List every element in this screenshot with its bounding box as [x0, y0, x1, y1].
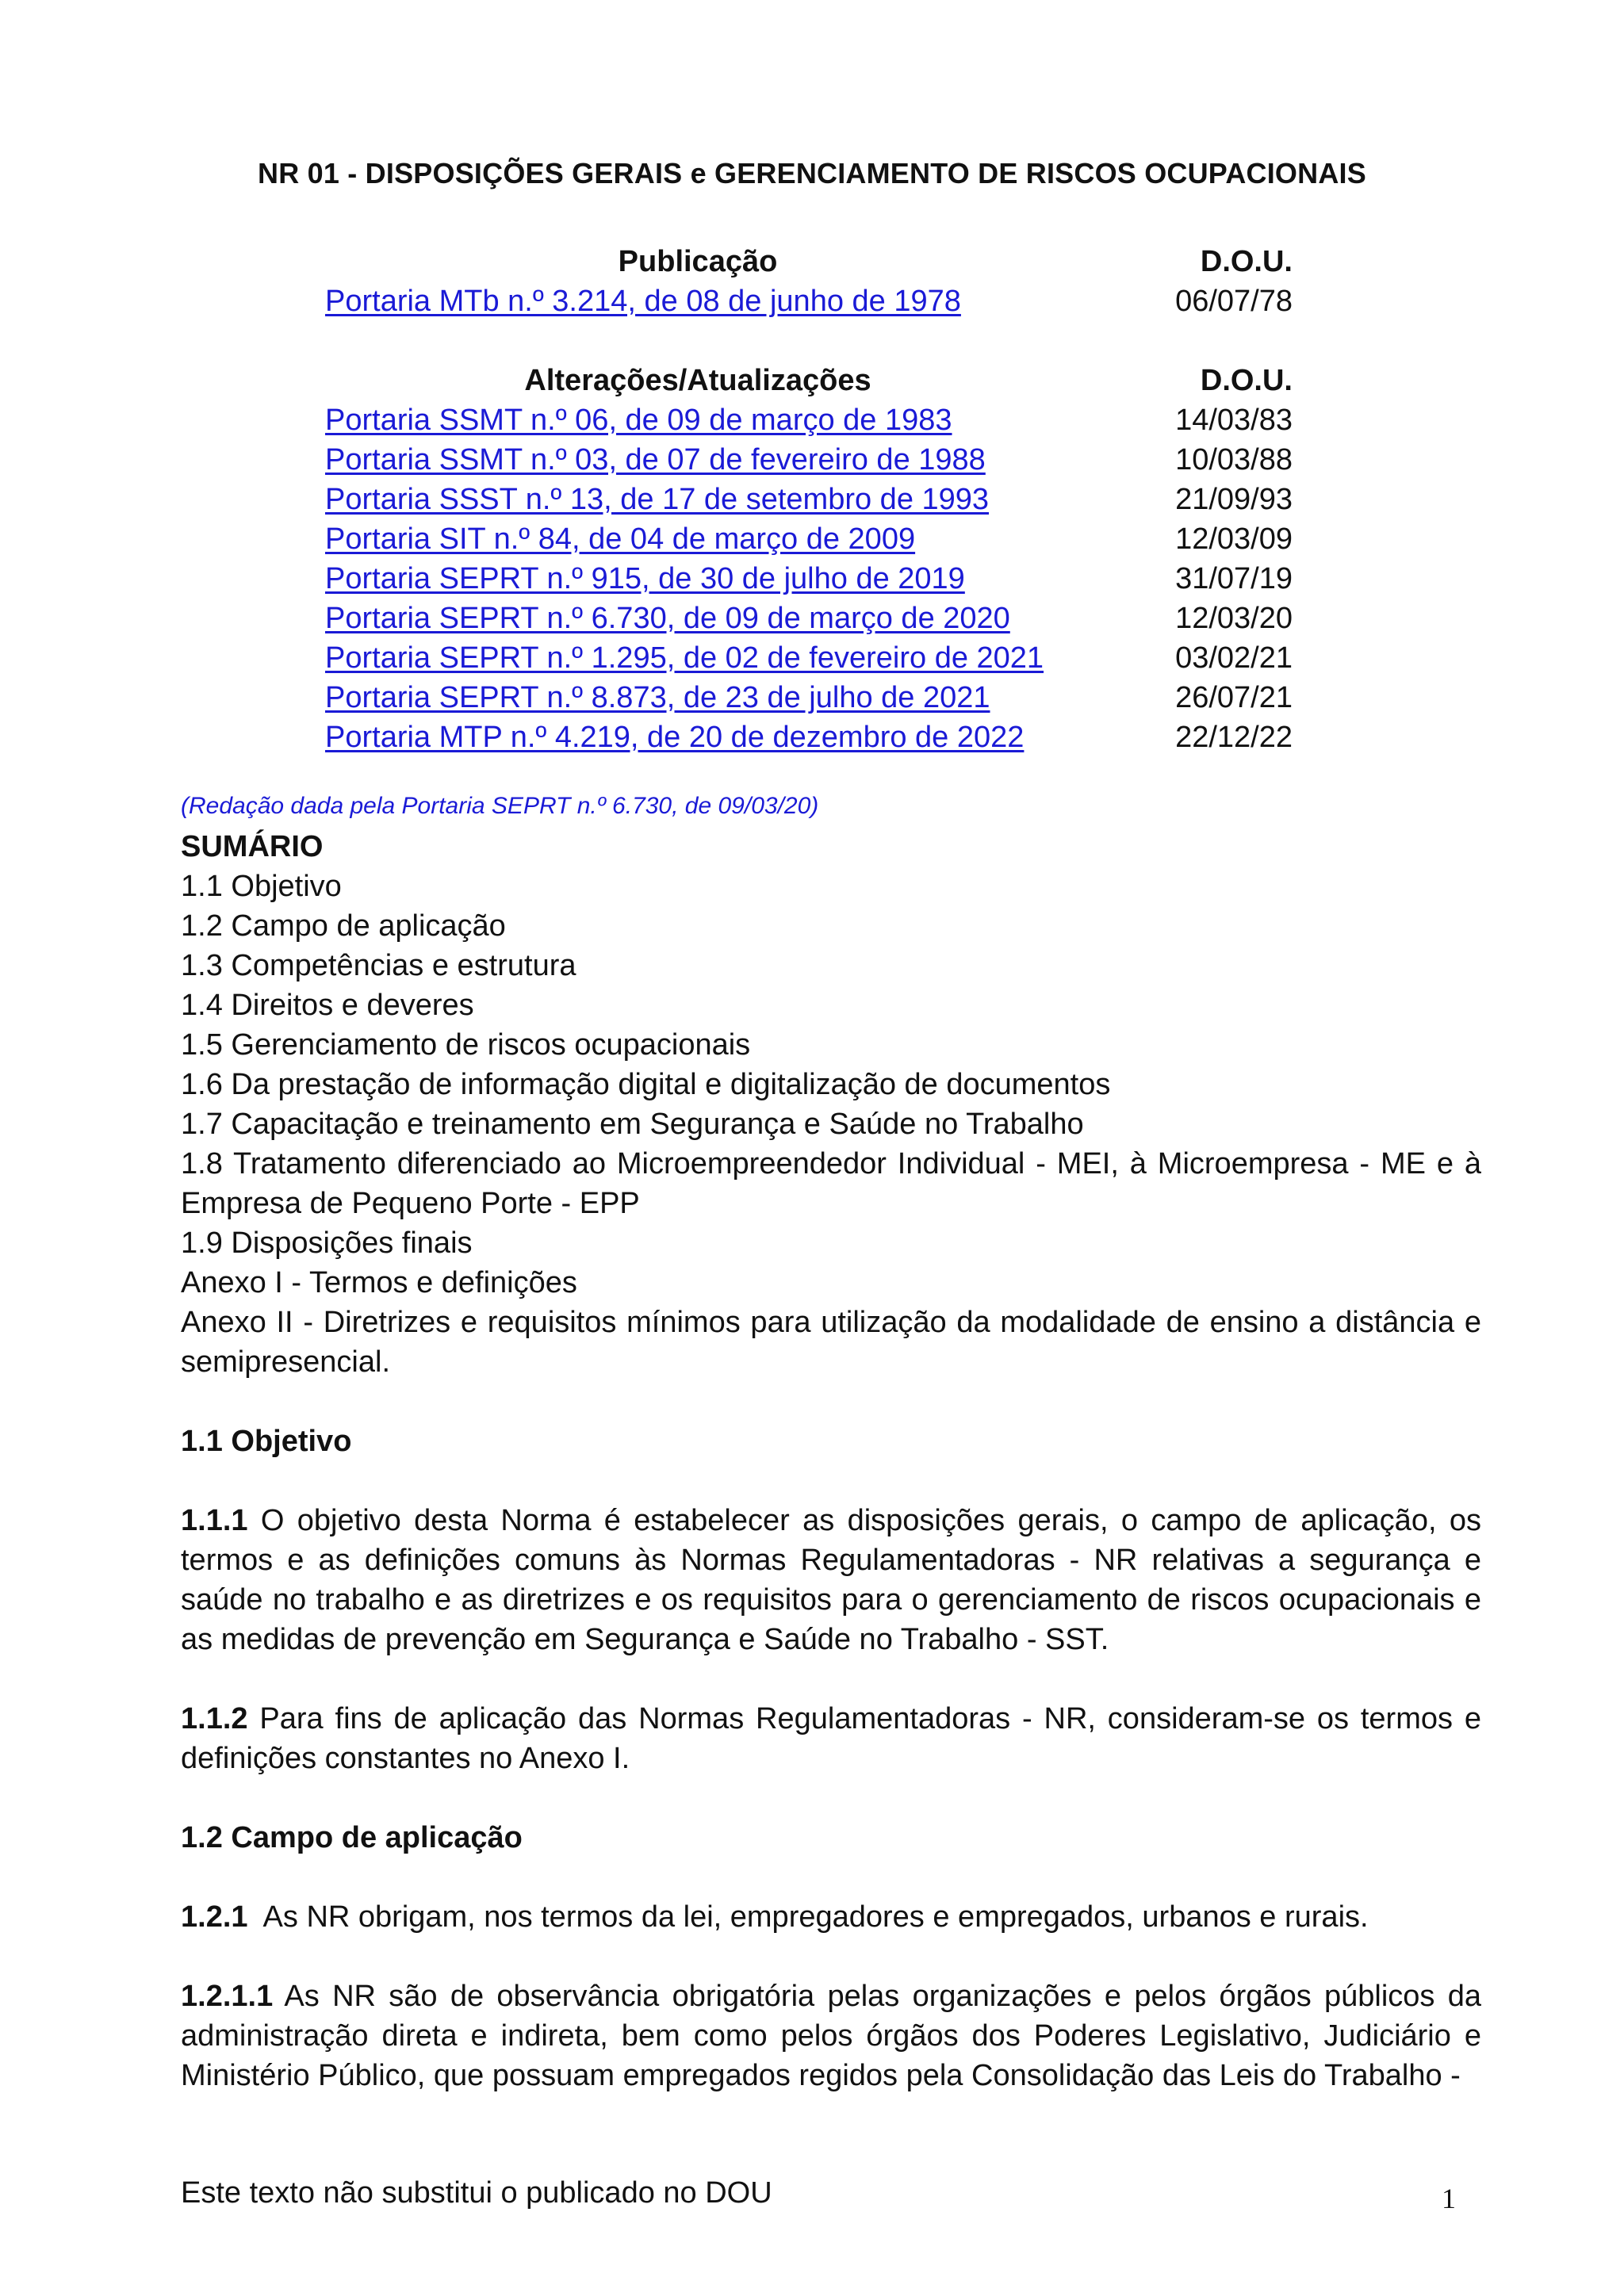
amendment-row	[325, 440, 1293, 480]
publication-header: Publicação	[618, 245, 778, 278]
dou-header: D.O.U.	[1200, 245, 1293, 278]
summary-item: 1.1 Objetivo	[181, 870, 342, 903]
amendment-dou: 22/12/22	[1175, 721, 1293, 754]
amendment-link[interactable]: Portaria SEPRT n.º 8.873, de 23 de julho de 2021	[325, 681, 990, 714]
amendment-row	[325, 480, 1293, 519]
paragraph-1-1-2	[181, 1699, 1481, 1778]
amendments-table	[325, 361, 1293, 757]
item-number: 1.2.1	[181, 1900, 248, 1934]
item-text: O objetivo desta Norma é estabelecer as disposições gerais, o campo de aplicação, os termos e as definições comuns às Normas Regulamentadoras - NR relativas a segurança e saúde no trabalho e as diretrizes e os requisitos para o gerenciamento de riscos ocupacionais e as medidas de prevenção em Segurança e Saúde no Trabalho - SST.	[181, 1504, 1481, 1656]
amendment-dou: 12/03/09	[1175, 522, 1293, 556]
document-title: NR 01 - DISPOSIÇÕES GERAIS e GERENCIAMENTO DE RISCOS OCUPACIONAIS	[258, 157, 1366, 189]
amendment-link[interactable]: Portaria SSMT n.º 03, de 07 de fevereiro de 1988	[325, 443, 986, 476]
spacer	[181, 1659, 1481, 1699]
paragraph-1-2-1	[181, 1897, 1481, 1937]
item-text: Para fins de aplicação das Normas Regulamentadoras - NR, consideram-se os termos e definições constantes no Anexo I.	[181, 1702, 1481, 1775]
amendments-dou-header: D.O.U.	[1200, 364, 1293, 397]
amendment-link[interactable]: Portaria SSMT n.º 06, de 09 de março de 1983	[325, 404, 952, 437]
amendments-header: Alterações/Atualizações	[524, 364, 871, 397]
spacer	[181, 1382, 1481, 1422]
summary-item: 1.9 Disposições finais	[181, 1226, 473, 1260]
amendment-row	[325, 638, 1293, 678]
amendment-link[interactable]: Portaria SEPRT n.º 6.730, de 09 de março de 2020	[325, 602, 1010, 635]
amendment-link[interactable]: Portaria SIT n.º 84, de 04 de março de 2009	[325, 522, 916, 556]
summary-item: 1.7 Capacitação e treinamento em Segurança e Saúde no Trabalho	[181, 1108, 1084, 1141]
publication-table	[325, 242, 1293, 321]
spacer	[181, 1778, 1481, 1818]
amendment-dou: 03/02/21	[1175, 641, 1293, 675]
publication-row	[325, 281, 1293, 321]
amendment-dou: 12/03/20	[1175, 602, 1293, 635]
amendment-dou: 14/03/83	[1175, 404, 1293, 437]
item-number: 1.2.1.1	[181, 1980, 274, 2013]
paragraph-1-2-1-1	[181, 1976, 1481, 2095]
amendment-row	[325, 559, 1293, 599]
item-number: 1.1.2	[181, 1702, 248, 1735]
summary-item: 1.2 Campo de aplicação	[181, 909, 506, 943]
document-body	[181, 827, 1481, 2095]
amendment-link[interactable]: Portaria SEPRT n.º 915, de 30 de julho de 2019	[325, 562, 965, 595]
summary-item: 1.8 Tratamento diferenciado ao Microempreendedor Individual - MEI, à Microempresa - ME e à Empresa de Pequeno Porte - EPP	[181, 1147, 1481, 1220]
publication-header-row	[325, 242, 1293, 281]
amendment-link[interactable]: Portaria MTP n.º 4.219, de 20 de dezembro de 2022	[325, 721, 1025, 754]
amendment-row	[325, 519, 1293, 559]
section-heading: 1.2 Campo de aplicação	[181, 1821, 523, 1854]
summary-item: Anexo I - Termos e definições	[181, 1266, 577, 1299]
item-text: As NR são de observância obrigatória pelas organizações e pelos órgãos públicos da administração direta e indireta, bem como pelos órgãos dos Poderes Legislativo, Judiciário e Ministério Público, que possuam empregados regidos pela Consolidação das Leis do Trabalho -	[181, 1980, 1481, 2092]
publication-link[interactable]: Portaria MTb n.º 3.214, de 08 de junho de 1978	[325, 285, 961, 318]
amendment-link[interactable]: Portaria SEPRT n.º 1.295, de 02 de fevereiro de 2021	[325, 641, 1044, 675]
amendment-link[interactable]: Portaria SSST n.º 13, de 17 de setembro de 1993	[325, 483, 990, 516]
paragraph-1-1-1	[181, 1501, 1481, 1659]
publication-dou: 06/07/78	[1175, 285, 1293, 318]
amendment-dou: 31/07/19	[1175, 562, 1293, 595]
section-heading: 1.1 Objetivo	[181, 1425, 352, 1458]
summary-item: 1.3 Competências e estrutura	[181, 949, 576, 982]
amendment-row	[325, 599, 1293, 638]
spacer	[181, 1461, 1481, 1501]
amendments-header-row	[325, 361, 1293, 400]
amendment-row	[325, 718, 1293, 757]
amendment-row	[325, 678, 1293, 718]
footer-disclaimer: Este texto não substitui o publicado no DOU	[181, 2176, 772, 2210]
spacer	[181, 1858, 1481, 1897]
summary-item: 1.6 Da prestação de informação digital e digitalização de documentos	[181, 1068, 1111, 1101]
item-number: 1.1.1	[181, 1504, 248, 1537]
amendment-row	[325, 400, 1293, 440]
summary-heading: SUMÁRIO	[181, 830, 324, 863]
summary-item: 1.5 Gerenciamento de riscos ocupacionais	[181, 1028, 751, 1062]
amendment-dou: 21/09/93	[1175, 483, 1293, 516]
summary-item: Anexo II - Diretrizes e requisitos mínimos para utilização da modalidade de ensino a distância e semipresencial.	[181, 1306, 1481, 1379]
redacao-note: (Redação dada pela Portaria SEPRT n.º 6.730, de 09/03/20)	[181, 793, 819, 819]
item-text: As NR obrigam, nos termos da lei, empregadores e empregados, urbanos e rurais.	[247, 1900, 1369, 1934]
summary-item: 1.4 Direitos e deveres	[181, 989, 474, 1022]
page-number: 1	[1442, 2183, 1456, 2214]
amendment-dou: 26/07/21	[1175, 681, 1293, 714]
spacer	[181, 1937, 1481, 1976]
amendment-dou: 10/03/88	[1175, 443, 1293, 476]
